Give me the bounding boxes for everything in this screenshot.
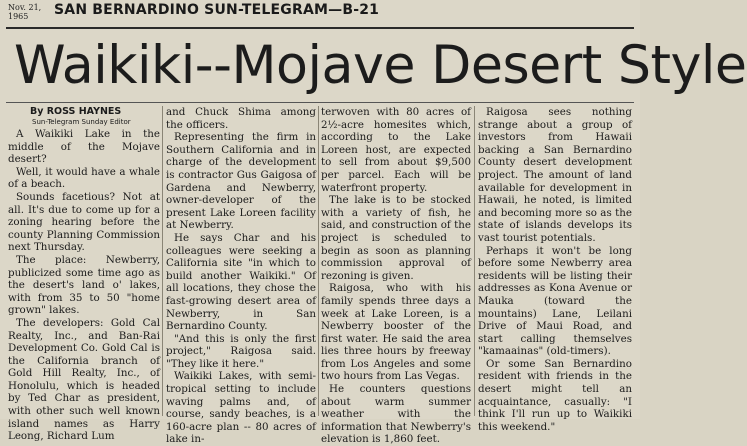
masthead xyxy=(6,0,634,26)
paragraph: The place: Newberry, publicized some time ago as the desert's land o' lakes, with from 35 to 50 "home grown" lakes. xyxy=(8,253,160,317)
paragraph: He says Char and his colleagues were seeking a California site "in which to build another Waikiki." Of all locations, they chose the fast-growing desert area of Newberry, in San Bernardino County. xyxy=(166,231,316,333)
paragraph: Sounds facetious? Not at all. It's due to come up for a zoning hearing before the county Planning Commission next Thursday. xyxy=(8,190,160,254)
article-column-4 xyxy=(478,106,632,433)
column-divider xyxy=(162,106,163,416)
paragraph: Waikiki Lakes, with semi-tropical setting to include waving palms and, of course, sandy beaches, is a 160-acre plan -- 80 acres of lake in- xyxy=(166,370,316,446)
paragraph: "And this is only the first project," Raigosa said. "They like it here." xyxy=(166,332,316,370)
newspaper-name: SAN BERNARDINO SUN-TELEGRAM—B-21 xyxy=(54,2,380,18)
paragraph: Perhaps it won't be long before some Newberry area residents will be listing their addresses as Kona Avenue or Mauka (toward the mountains) Lane, Leilani Drive of Maui Road, and start calling themselves "kamaainas" (old-timers). xyxy=(478,244,632,358)
byline-title: Sun-Telegram Sunday Editor xyxy=(32,118,131,126)
paragraph: Raigosa sees nothing strange about a group of investors from Hawaii backing a San Bernardino County desert development project. The amount of land available for development in Hawaii, he noted, is limited and becoming more so as the state of islands develops its vast tourist potentials. xyxy=(478,106,632,244)
article-column-1 xyxy=(8,106,160,443)
paragraph: He counters questions about warm summer weather with the information that Newberry's elevation is 1,860 feet. xyxy=(321,383,471,446)
paragraph: terwoven with 80 acres of 2½-acre homesites which, according to the Lake Loreen host, are expected to sell from about $9,500 per parcel. Each will be waterfront property. xyxy=(321,106,471,194)
article-column-3 xyxy=(321,106,471,446)
article-column-2 xyxy=(166,106,316,446)
paragraph: Raigosa, who with his family spends three days a week at Lake Loreen, is a Newberry booster of the first water. He said the area lies three hours by freeway from Los Angeles and some two hours from Las Vegas. xyxy=(321,282,471,383)
paragraph: The lake is to be stocked with a variety of fish, he said, and construction of the project is scheduled to begin as soon as planning commission approval of rezoning is given. xyxy=(321,194,471,282)
issue-date xyxy=(8,3,42,21)
paragraph: Or some San Bernardino resident with friends in the desert might tell an acquaintance, casually: "I think I'll run up to Waikiki this weekend." xyxy=(478,357,632,433)
paragraph: and Chuck Shima among the officers. xyxy=(166,106,316,131)
column-divider xyxy=(318,106,319,416)
column-divider xyxy=(474,106,475,416)
paragraph: The developers: Gold Cal Realty, Inc., and Ban-Rai Development Co. Gold Cal is the California branch of Gold Hill Realty, Inc., of Honolulu, which is headed by Ted Char as president, with other such well known island names as Harry Leong, Richard Lum xyxy=(8,316,160,443)
masthead-rule xyxy=(6,27,634,29)
paragraph: A Waikiki Lake in the middle of the Mojave desert? xyxy=(8,128,160,166)
paragraph: Well, it would have a whale of a beach. xyxy=(8,165,160,191)
headline-rule xyxy=(6,102,634,103)
paragraph: Representing the firm in Southern California and in charge of the development is contractor Gus Gaigosa of Gardena and Newberry, owner-developer of the present Lake Loreen facility at Newberry. xyxy=(166,131,316,232)
headline: Waikiki--Mojave Desert Style xyxy=(14,35,747,96)
issue-date-text: Nov. 21, 1965 xyxy=(8,3,42,21)
byline-name: By ROSS HAYNES xyxy=(30,106,122,117)
